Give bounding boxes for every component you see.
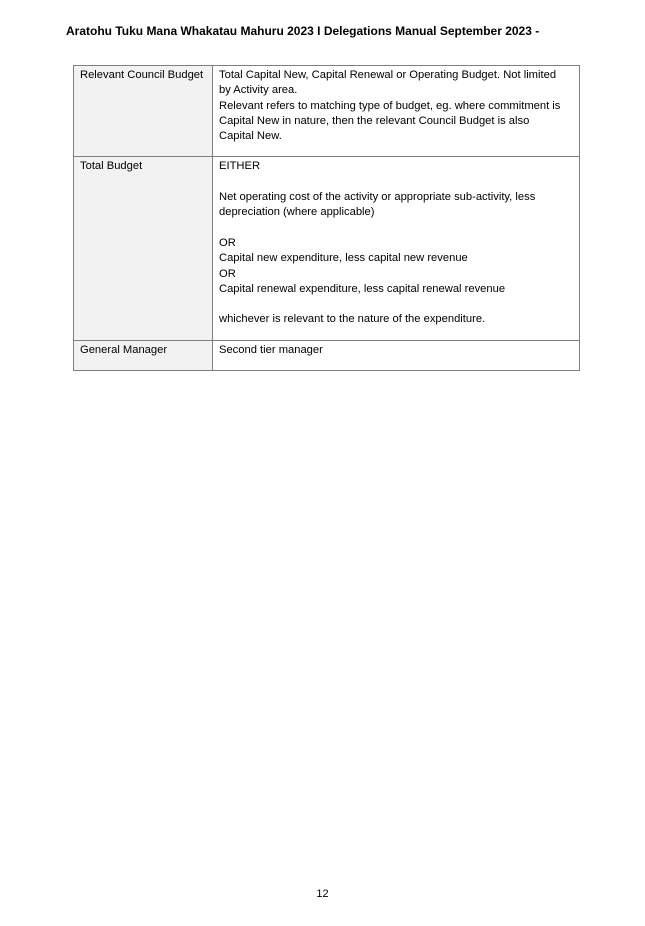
definition-line: Net operating cost of the activity or appropriate sub-activity, less	[219, 191, 536, 204]
definition-line: Capital renewal expenditure, less capital renewal revenue	[219, 282, 506, 295]
definition-line: Capital New in nature, then the relevant Council Budget is also	[219, 114, 530, 127]
term-cell: General Manager	[74, 340, 213, 370]
definition-line: whichever is relevant to the nature of the expenditure.	[219, 313, 486, 326]
document-header: Aratohu Tuku Mana Whakatau Mahuru 2023 I Delegations Manual September 2023 -	[66, 24, 540, 38]
definitions-table	[73, 65, 580, 371]
definition-line: Capital New.	[219, 130, 282, 143]
definition-line: depreciation (where applicable)	[219, 206, 375, 219]
definition-line: Relevant refers to matching type of budget, eg. where commitment is	[219, 99, 561, 112]
definition-line: OR	[219, 236, 236, 249]
definition-line: OR	[219, 267, 236, 280]
definition-line: EITHER	[219, 160, 261, 173]
blank-line	[219, 297, 573, 312]
page-number: 12	[316, 888, 329, 900]
term-cell: Total Budget	[74, 157, 213, 340]
term-cell: Relevant Council Budget	[74, 66, 213, 157]
table-row	[74, 340, 580, 370]
definition-line: Total Capital New, Capital Renewal or Operating Budget. Not limited	[219, 69, 557, 81]
blank-line	[219, 175, 573, 190]
definition-cell	[213, 340, 580, 370]
definition-cell	[213, 66, 580, 157]
definition-line: Second tier manager	[219, 343, 323, 356]
definition-cell	[213, 157, 580, 340]
definition-line: by Activity area.	[219, 84, 298, 97]
table-row	[74, 66, 580, 157]
definition-line: Capital new expenditure, less capital new revenue	[219, 252, 468, 265]
blank-line	[219, 221, 573, 236]
table-row	[74, 157, 580, 340]
